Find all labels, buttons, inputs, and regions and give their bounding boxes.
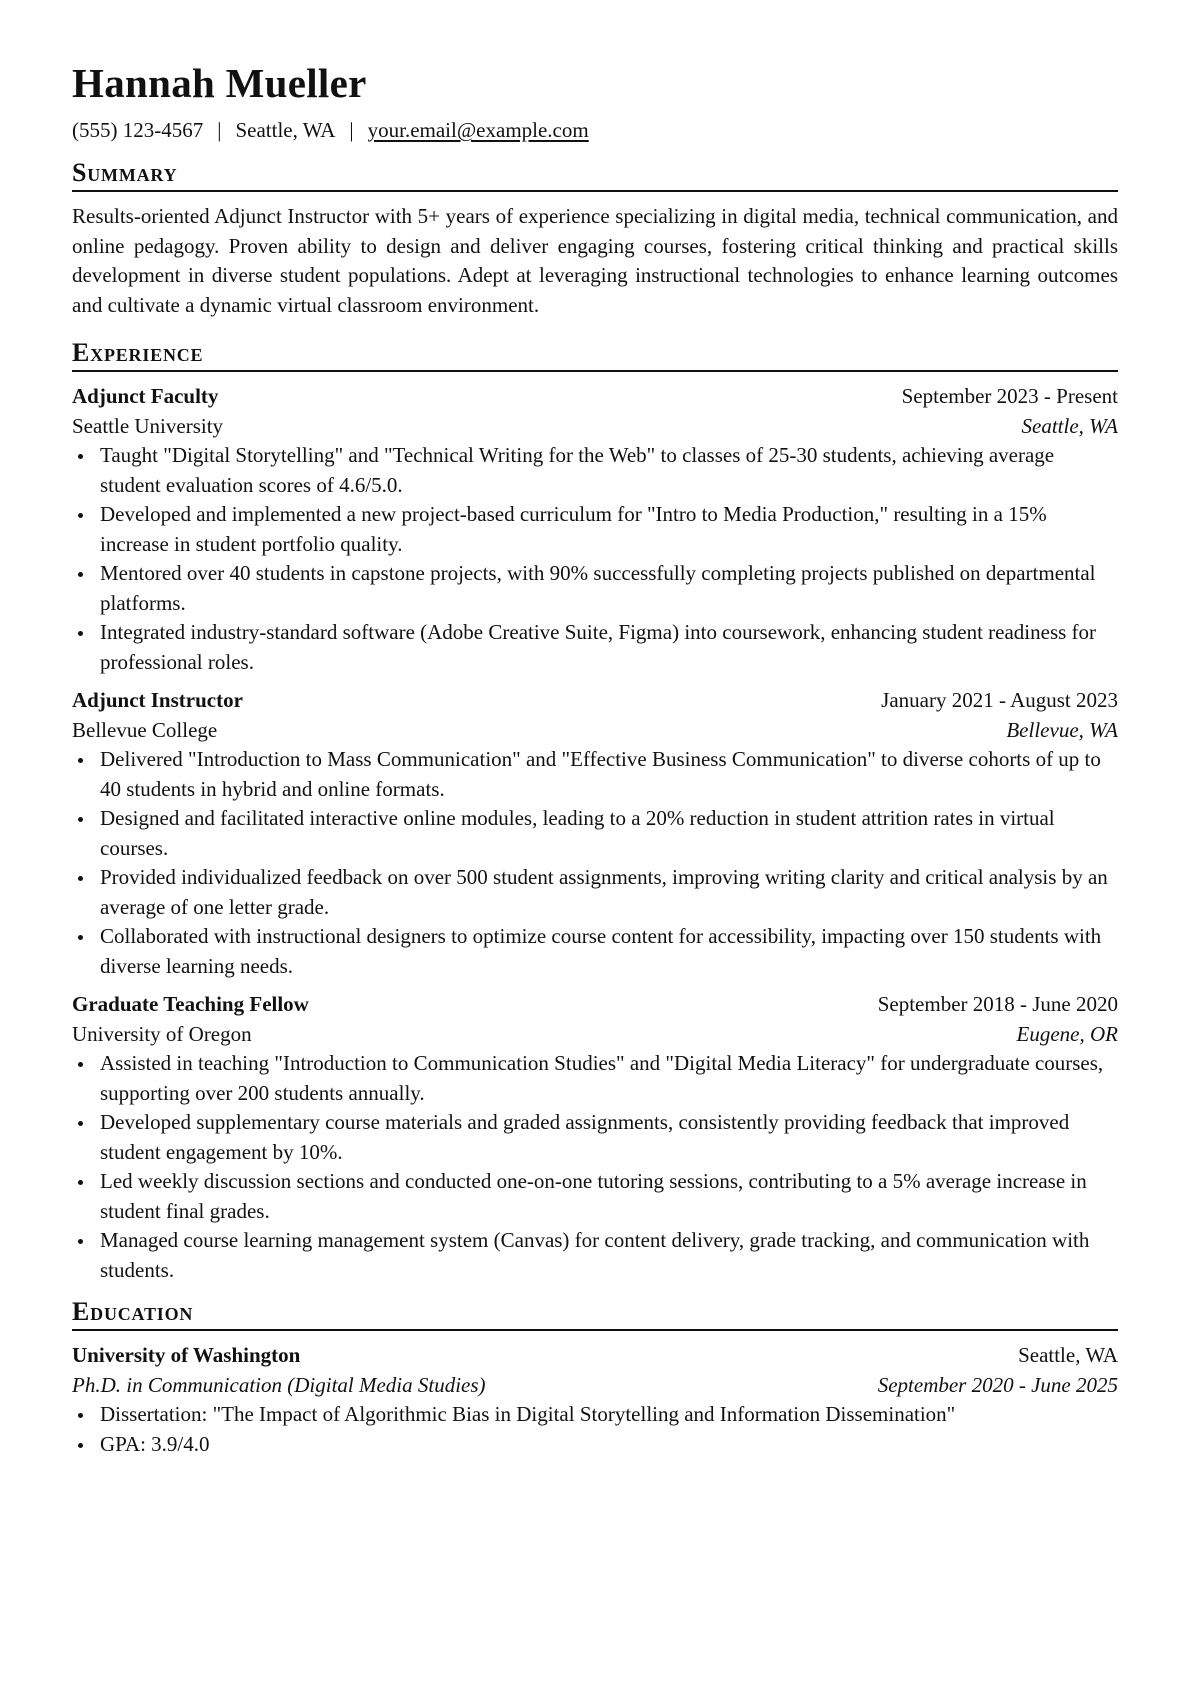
education-section <box>72 1297 1118 1459</box>
job-dates: September 2023 - Present <box>901 384 1118 408</box>
job-bullets <box>72 745 1118 981</box>
bullet-item: Delivered "Introduction to Mass Communication" and "Effective Business Communication" to diverse cohorts of up to 40 students in hybrid and online formats. <box>72 745 1118 804</box>
bullet-item: Mentored over 40 students in capstone projects, with 90% successfully completing projects published on departmental platforms. <box>72 559 1118 618</box>
bullet-item: Developed and implemented a new project-based curriculum for "Intro to Media Production," resulting in a 15% increase in student portfolio quality. <box>72 500 1118 559</box>
job-location: Bellevue, WA <box>1006 717 1118 742</box>
summary-section <box>72 158 1118 320</box>
bullet-item: Provided individualized feedback on over 500 student assignments, improving writing clarity and critical analysis by an average of one letter grade. <box>72 863 1118 922</box>
job-title: Adjunct Instructor <box>72 688 243 712</box>
bullet-item: Collaborated with instructional designers to optimize course content for accessibility, impacting over 150 students with diverse learning needs. <box>72 922 1118 981</box>
candidate-name: Hannah Mueller <box>72 60 367 106</box>
employer: Seattle University <box>72 413 224 438</box>
bullet-item: Assisted in teaching "Introduction to Communication Studies" and "Digital Media Literacy" for undergraduate courses, supporting over 200 students annually. <box>72 1049 1118 1108</box>
experience-section <box>72 338 1118 1285</box>
summary-text: Results-oriented Adjunct Instructor with 5+ years of experience specializing in digital media, technical communication, and online pedagogy. Proven ability to design and deliver engaging courses, fostering critical thinking and practical skills development in diverse student populations. Adept at leveraging instructional technologies to enhance learning outcomes and cultivate a dynamic virtual classroom environment. <box>72 204 1118 317</box>
bullet-item: Developed supplementary course materials and graded assignments, consistently providing feedback that improved student engagement by 10%. <box>72 1108 1118 1167</box>
contact-location: Seattle, WA <box>235 118 336 142</box>
bullet-item: GPA: 3.9/4.0 <box>72 1430 1118 1460</box>
education-dates: September 2020 - June 2025 <box>877 1372 1118 1397</box>
bullet-item: Led weekly discussion sections and conducted one-on-one tutoring sessions, contributing to a 5% average increase in student final grades. <box>72 1167 1118 1226</box>
experience-entry <box>72 990 1118 1285</box>
job-location: Eugene, OR <box>1016 1021 1118 1046</box>
job-dates: September 2018 - June 2020 <box>877 992 1118 1016</box>
employer: University of Oregon <box>72 1021 252 1046</box>
job-bullets <box>72 441 1118 677</box>
bullet-item: Designed and facilitated interactive online modules, leading to a 20% reduction in student attrition rates in virtual courses. <box>72 804 1118 863</box>
section-title-summary: Summary <box>72 158 1118 192</box>
experience-entry <box>72 382 1118 677</box>
phone-number: (555) 123-4567 <box>72 118 204 142</box>
section-title-education: Education <box>72 1297 1118 1331</box>
school-location: Seattle, WA <box>1018 1343 1118 1367</box>
contact-separator: | <box>349 118 354 142</box>
job-location: Seattle, WA <box>1021 413 1118 438</box>
education-bullets <box>72 1400 1118 1459</box>
job-title: Graduate Teaching Fellow <box>72 992 309 1016</box>
employer: Bellevue College <box>72 717 218 742</box>
bullet-item: Dissertation: "The Impact of Algorithmic Bias in Digital Storytelling and Information Dissemination" <box>72 1400 1118 1430</box>
degree: Ph.D. in Communication (Digital Media Studies) <box>72 1372 486 1397</box>
contact-separator: | <box>217 118 222 142</box>
job-title: Adjunct Faculty <box>72 384 219 408</box>
bullet-item: Managed course learning management system (Canvas) for content delivery, grade tracking, and communication with students. <box>72 1226 1118 1285</box>
job-dates: January 2021 - August 2023 <box>881 688 1118 712</box>
education-entry <box>72 1341 1118 1459</box>
contact-line <box>72 116 1118 144</box>
email-link[interactable]: your.email@example.com <box>367 118 589 142</box>
job-bullets <box>72 1049 1118 1285</box>
bullet-item: Taught "Digital Storytelling" and "Technical Writing for the Web" to classes of 25-30 students, achieving average student evaluation scores of 4.6/5.0. <box>72 441 1118 500</box>
experience-entry <box>72 686 1118 981</box>
bullet-item: Integrated industry-standard software (Adobe Creative Suite, Figma) into coursework, enhancing student readiness for professional roles. <box>72 618 1118 677</box>
school-name: University of Washington <box>72 1343 301 1367</box>
section-title-experience: Experience <box>72 338 1118 372</box>
